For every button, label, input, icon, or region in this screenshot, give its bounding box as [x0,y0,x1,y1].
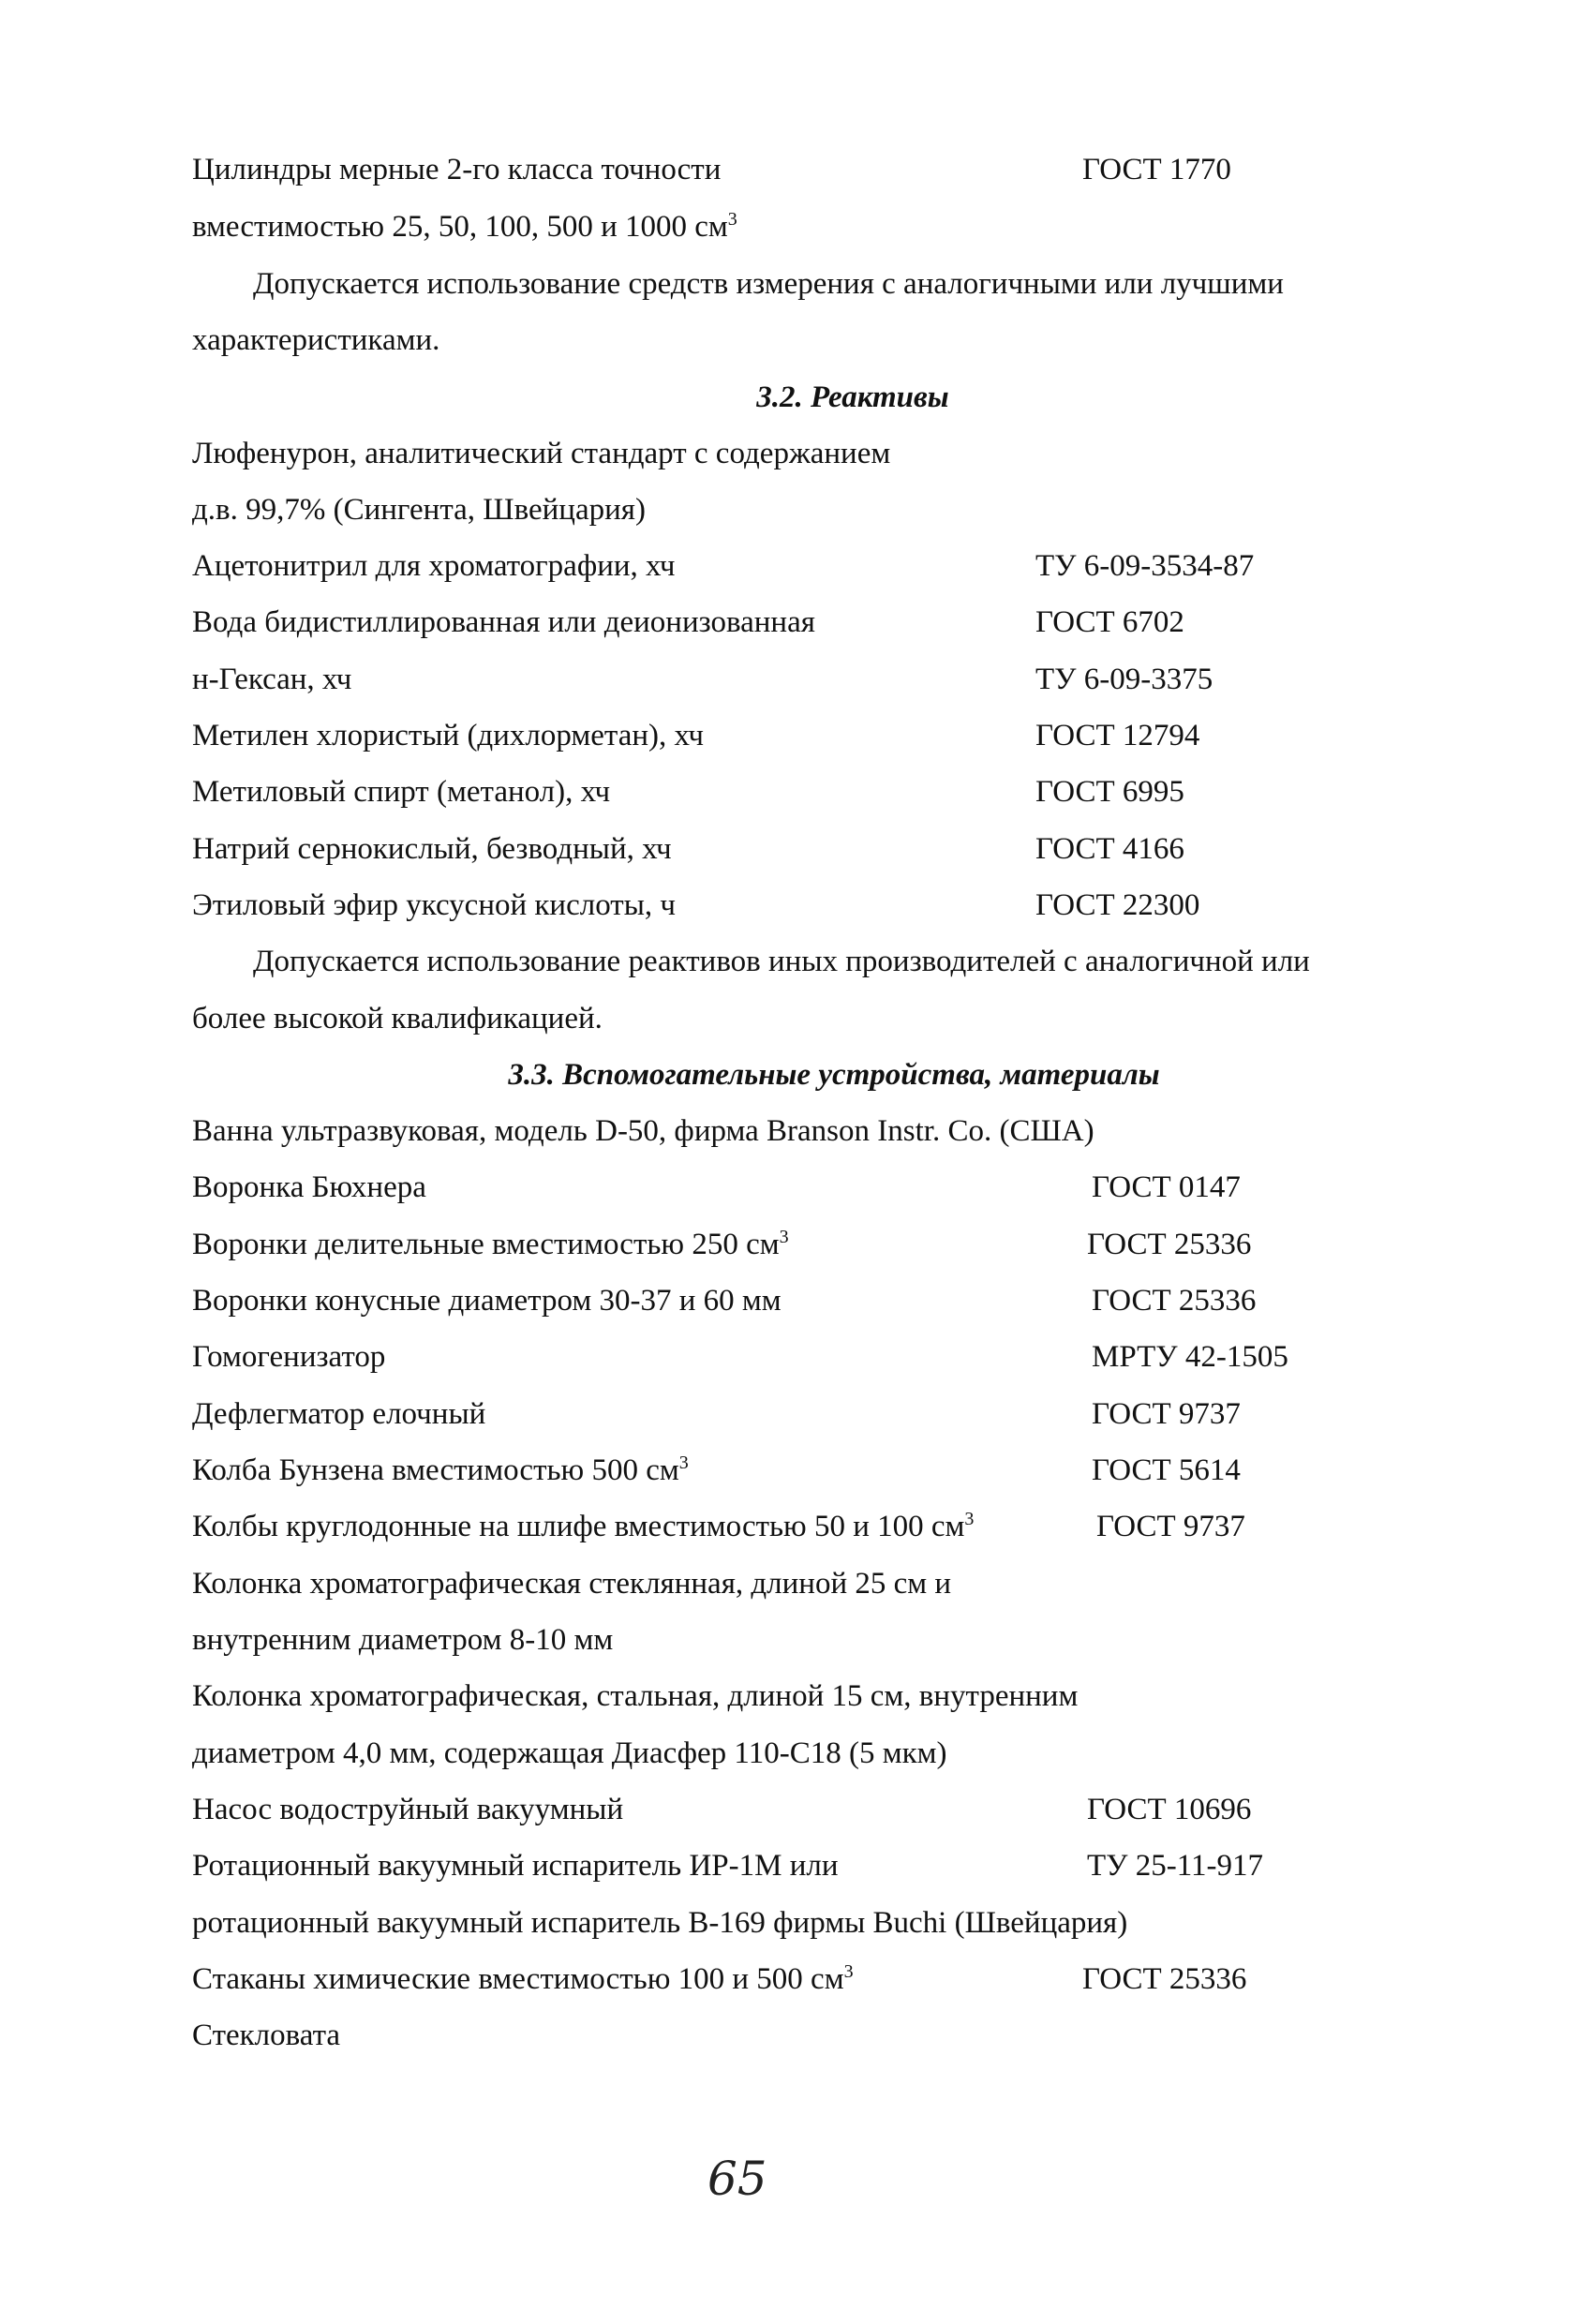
equipment-row [192,1386,1438,1442]
item-standard: ГОСТ 4166 [1035,832,1184,866]
note-paragraph-continued [192,991,1438,1047]
item-name: диаметром 4,0 мм, содержащая Диасфер 110-С18 (5 мкм) [192,1736,947,1770]
note-paragraph [192,256,1499,312]
section-heading-reagents: 3.2. Реактивы [756,380,949,414]
superscript: 3 [843,1961,854,1982]
item-name: Колбы круглодонные на шлифе вместимостью 50 и 100 см [192,1510,965,1543]
item-standard: ГОСТ 25336 [1082,1962,1247,1996]
reagent-row [192,877,1438,933]
equipment-row [192,1556,1438,1612]
superscript: 3 [727,209,737,230]
equipment-row [192,1951,1438,2007]
item-name: Воронки делительные вместимостью 250 см [192,1228,780,1261]
superscript: 3 [964,1509,975,1529]
item-name: Этиловый эфир уксусной кислоты, ч [192,888,676,922]
equipment-row [192,1216,1438,1273]
item-name: Дефлегматор елочный [192,1397,486,1431]
item-name: Цилиндры мерные 2-го класса точности [192,153,722,186]
item-standard: ГОСТ 10696 [1087,1793,1252,1826]
item-standard: ГОСТ 6995 [1035,775,1184,809]
reagent-row [192,651,1438,708]
item-name: Натрий сернокислый, безводный, хч [192,832,672,866]
item-name: д.в. 99,7% (Сингента, Швейцария) [192,493,646,527]
item-name: Колба Бунзена вместимостью 500 см [192,1453,679,1487]
item-name: н-Гексан, хч [192,663,352,696]
item-name: Метиловый спирт (метанол), хч [192,775,611,809]
equipment-row [192,1103,1438,1159]
equipment-row [192,1781,1438,1838]
item-standard: ГОСТ 5614 [1092,1453,1241,1487]
equipment-row [192,1273,1438,1329]
item-standard: ГОСТ 9737 [1092,1397,1241,1431]
item-standard: ГОСТ 1770 [1082,153,1231,186]
reagent-row [192,708,1438,764]
reagent-row [192,821,1438,877]
item-standard: ГОСТ 25336 [1092,1284,1257,1318]
item-standard: МРТУ 42-1505 [1092,1340,1288,1374]
item-standard: ГОСТ 25336 [1087,1228,1252,1261]
item-name: Ванна ультразвуковая, модель D-50, фирма Branson Instr. Co. (США) [192,1114,1094,1148]
item-name: Насос водоструйный вакуумный [192,1793,624,1826]
equipment-row [192,1159,1438,1215]
note-text: Допускается использование средств измерения с аналогичными или лучшими [253,267,1284,301]
item-name: Стаканы химические вместимостью 100 и 500 см [192,1962,844,1996]
note-paragraph [192,933,1499,990]
item-standard: ГОСТ 6702 [1035,605,1184,639]
equipment-row [192,1838,1438,1894]
equipment-row-continued [192,1895,1438,1951]
section-heading-auxiliary: 3.3. Вспомогательные устройства, материалы [508,1058,1160,1092]
item-name: Воронка Бюхнера [192,1170,426,1204]
equipment-row [192,1442,1438,1498]
item-standard: ГОСТ 9737 [1096,1510,1245,1543]
item-standard: ТУ 25-11-917 [1087,1849,1264,1883]
item-name: Гомогенизатор [192,1340,386,1374]
equipment-row-continued [192,1725,1438,1781]
note-text: Допускается использование реактивов иных производителей с аналогичной или [253,945,1310,978]
reagent-row [192,594,1438,650]
cylinders-row-continued [192,199,1438,255]
equipment-row [192,1668,1438,1724]
item-standard: ГОСТ 22300 [1035,888,1200,922]
item-standard: ГОСТ 12794 [1035,719,1200,752]
reagent-row [192,764,1438,820]
reagent-row [192,538,1438,594]
note-text: характеристиками. [192,323,440,357]
superscript: 3 [678,1452,689,1473]
item-name: вместимостью 25, 50, 100, 500 и 1000 см [192,210,728,244]
item-standard: ГОСТ 0147 [1092,1170,1241,1204]
item-name: Воронки конусные диаметром 30-37 и 60 мм [192,1284,782,1318]
item-name: Люфенурон, аналитический стандарт с содержанием [192,437,891,470]
item-name: Метилен хлористый (дихлорметан), хч [192,719,704,752]
standard-row [192,425,1438,482]
cylinders-row [192,142,1438,198]
item-name: Стекловата [192,2019,341,2052]
item-name: Колонка хроматографическая, стальная, длиной 15 см, внутренним [192,1679,1079,1713]
item-standard: ТУ 6-09-3375 [1035,663,1213,696]
note-paragraph-continued [192,312,1438,368]
item-name: Колонка хроматографическая стеклянная, длиной 25 см и [192,1567,952,1601]
item-name: Вода бидистиллированная или деионизованная [192,605,815,639]
item-name: внутренним диаметром 8-10 мм [192,1623,614,1657]
superscript: 3 [779,1227,789,1247]
page-number: 65 [707,2152,767,2206]
item-name: ротационный вакуумный испаритель В-169 фирмы Buchi (Швейцария) [192,1906,1128,1940]
equipment-row [192,1329,1438,1385]
item-standard: ТУ 6-09-3534-87 [1035,549,1255,583]
standard-row-continued [192,482,1438,538]
equipment-row-continued [192,1612,1438,1668]
item-name: Ацетонитрил для хроматографии, хч [192,549,676,583]
equipment-row [192,1498,1438,1555]
item-name: Ротационный вакуумный испаритель ИР-1М или [192,1849,839,1883]
note-text: более высокой квалификацией. [192,1002,603,1035]
equipment-row [192,2007,1438,2063]
